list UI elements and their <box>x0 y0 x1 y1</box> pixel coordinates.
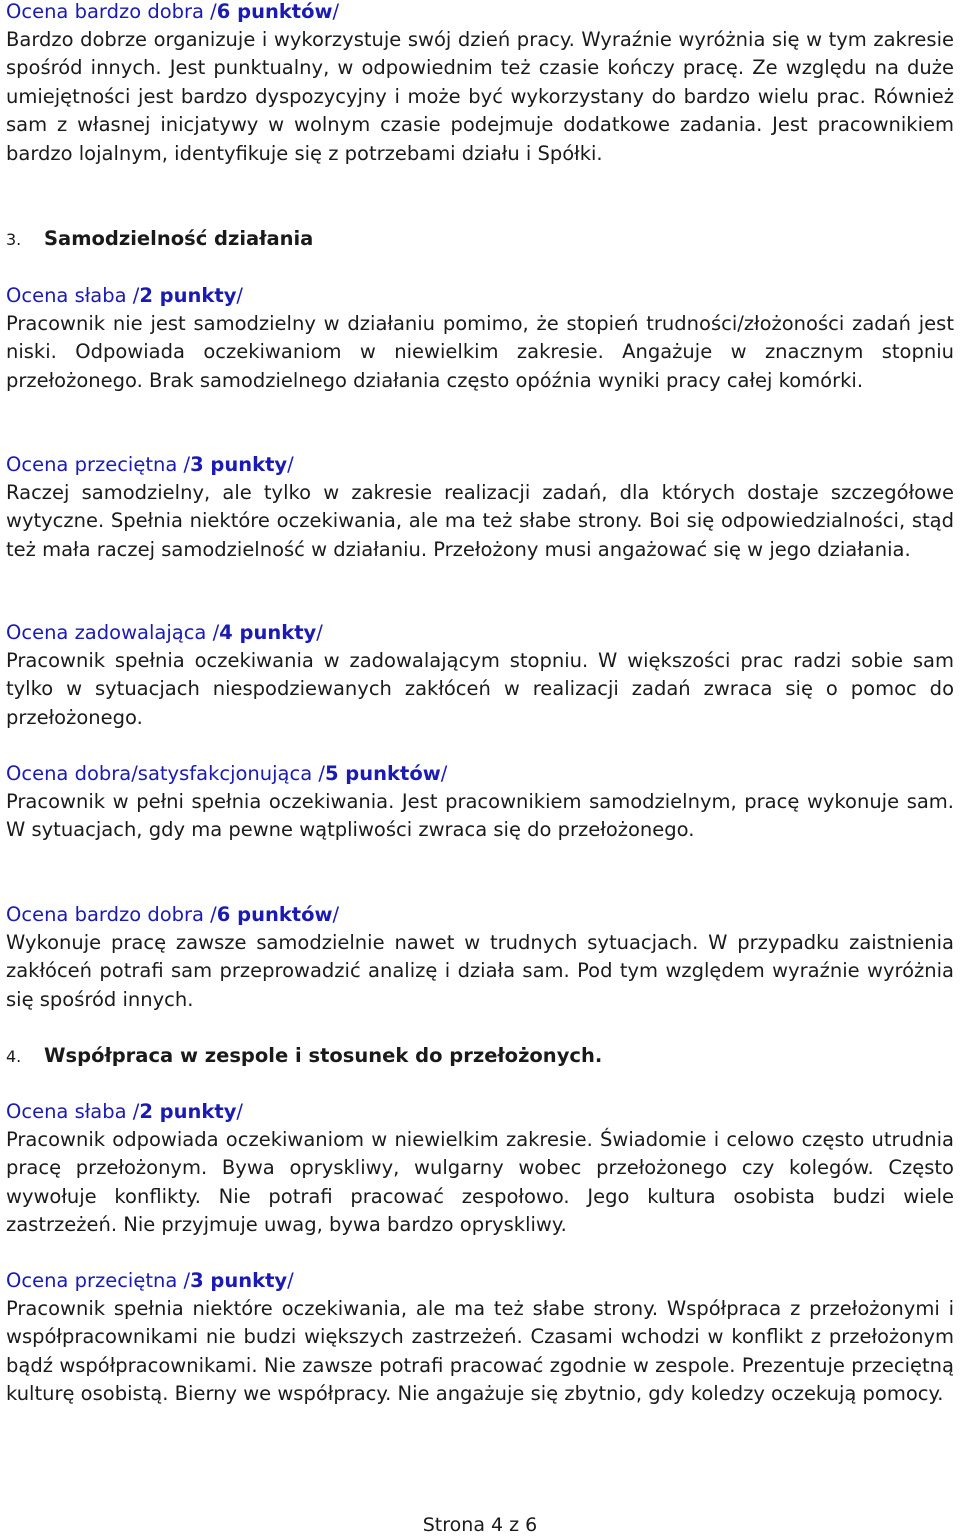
rating-block <box>6 282 954 395</box>
rating-label: Ocena bardzo dobra /6 punktów/ <box>6 0 340 23</box>
rating-description: Bardzo dobrze organizuje i wykorzystuje swój dzień pracy. Wyraźnie wyróżnia się w tym zakresie spośród innych. Jest punktualny, w odpowiednim też czasie kończy pracę. Ze względu na duże umiejętności jest bardzo dyspozycyjny i może być wykorzystany do bardzo wielu prac. Również sam z własnej inicjatywy w wolnym czasie podejmuje dodatkowe zadania. Jest pracownikiem bardzo lojalnym, identyfikuje się z potrzebami działu i Spółki. <box>6 28 954 165</box>
rating-description: Pracownik w pełni spełnia oczekiwania. Jest pracownikiem samodzielnym, pracę wykonuje sam. W sytuacjach, gdy ma pewne wątpliwości zwraca się do przełożonego. <box>6 790 954 842</box>
rating-block <box>6 760 954 845</box>
rating-block <box>6 901 954 1014</box>
rating-label: Ocena zadowalająca /4 punkty/ <box>6 621 323 644</box>
rating-description: Pracownik odpowiada oczekiwaniom w niewielkim zakresie. Świadomie i celowo często utrudnia pracę przełożonym. Bywa opryskliwy, wulgarny wobec przełożonego czy kolegów. Często wywołuje konflikty. Nie potrafi pracować zespołowo. Jego kultura osobista budzi wiele zastrzeżeń. Nie przyjmuje uwag, bywa bardzo opryskliwy. <box>6 1128 954 1237</box>
rating-block <box>6 451 954 564</box>
rating-label: Ocena bardzo dobra /6 punktów/ <box>6 903 340 926</box>
rating-label: Ocena dobra/satysfakcjonująca /5 punktów/ <box>6 762 448 785</box>
rating-description: Raczej samodzielny, ale tylko w zakresie realizacji zadań, dla których dostaje szczegółowe wytyczne. Spełnia niektóre oczekiwania, ale ma też słabe strony. Boi się odpowiedzialności, stąd też mała raczej samodzielność w działaniu. Przełożony musi angażować się w jego działania. <box>6 481 954 561</box>
rating-description: Pracownik nie jest samodzielny w działaniu pomimo, że stopień trudności/złożoności zadań jest niski. Odpowiada oczekiwaniom w niewielkim zakresie. Angażuje w znacznym stopniu przełożonego. Brak samodzielnego działania często opóźnia wyniki pracy całej komórki. <box>6 312 954 392</box>
rating-label: Ocena przeciętna /3 punkty/ <box>6 1269 294 1292</box>
rating-block-prev <box>6 0 954 168</box>
section-heading-3: 3. Samodzielność działania <box>6 227 314 250</box>
rating-description: Pracownik spełnia niektóre oczekiwania, ale ma też słabe strony. Współpraca z przełożonymi i współpracownikami nie budzi większych zastrzeżeń. Czasami wchodzi w konflikt z przełożonym bądź współpracownikami. Nie zawsze potrafi pracować zgodnie w zespole. Prezentuje przeciętną kulturę osobistą. Bierny we współpracy. Nie angażuje się zbytnio, gdy koledzy oczekują pomocy. <box>6 1297 954 1406</box>
rating-description: Wykonuje pracę zawsze samodzielnie nawet w trudnych sytuacjach. W przypadku zaistnienia zakłóceń potrafi sam przeprowadzić analizę i działa sam. Pod tym względem wyraźnie wyróżnia się spośród innych. <box>6 931 954 1011</box>
rating-block <box>6 619 954 732</box>
section-heading-4: 4. Współpraca w zespole i stosunek do przełożonych. <box>6 1044 603 1067</box>
page-number: Strona 4 z 6 <box>422 1514 538 1536</box>
rating-label: Ocena przeciętna /3 punkty/ <box>6 453 294 476</box>
rating-label: Ocena słaba /2 punkty/ <box>6 284 243 307</box>
rating-description: Pracownik spełnia oczekiwania w zadowalającym stopniu. W większości prac radzi sobie sam tylko w sytuacjach niespodziewanych zakłóceń w realizacji zadań zwraca się o pomoc do przełożonego. <box>6 649 954 729</box>
rating-block <box>6 1098 954 1240</box>
rating-label: Ocena słaba /2 punkty/ <box>6 1100 243 1123</box>
rating-block <box>6 1267 954 1409</box>
